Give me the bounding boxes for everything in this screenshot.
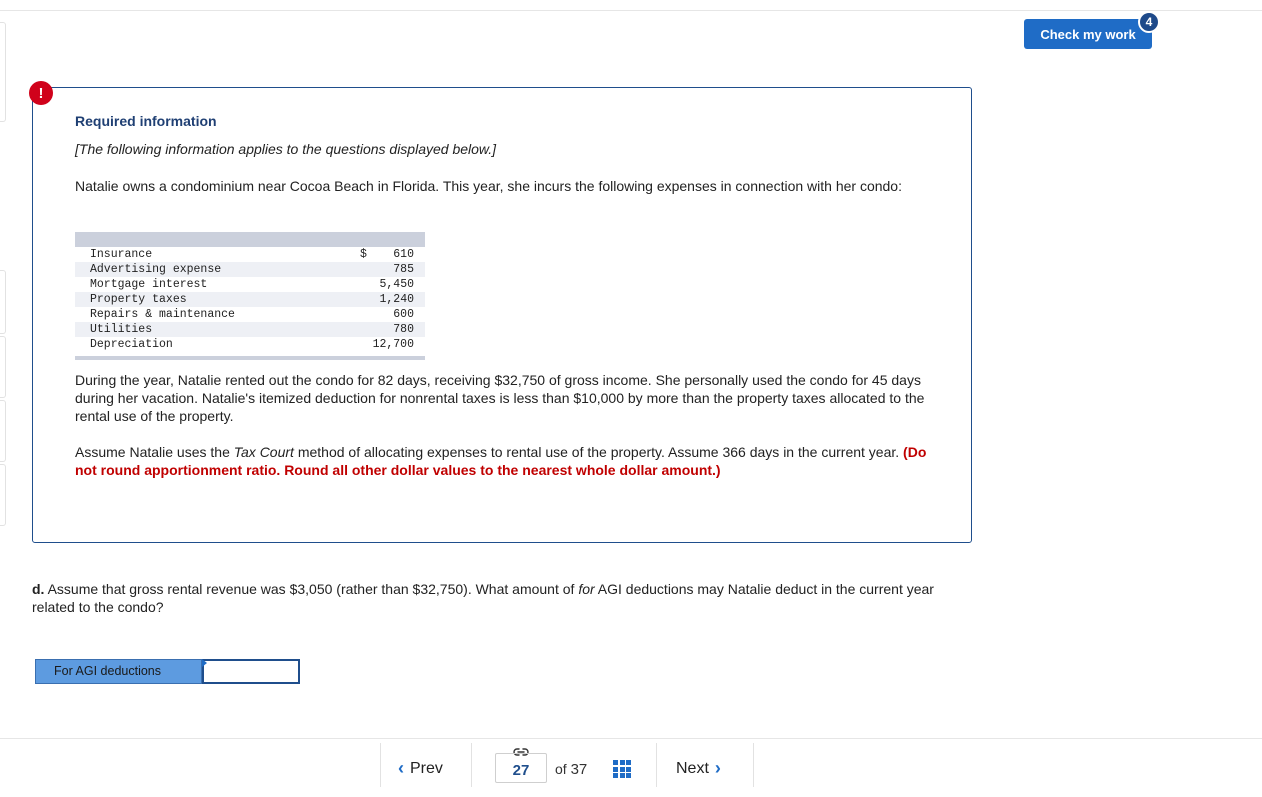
expense-label: Mortgage interest (90, 278, 208, 291)
expense-row (75, 277, 425, 292)
rental-paragraph: During the year, Natalie rented out the condo for 82 days, receiving $32,750 of gross income. She personally used the condo for 45 days during her vacation. Natalie's itemized deduction for nonrental taxes is less than $10,000 by more than the property taxes allocated to the rental use of the property. (75, 372, 925, 424)
prev-button[interactable] (398, 758, 443, 779)
check-my-work-button[interactable]: Check my work (1024, 19, 1152, 49)
of-label: of (555, 761, 567, 777)
required-information-title: Required information (75, 113, 217, 129)
expense-table-footer (75, 356, 425, 360)
nav-separator (471, 743, 472, 787)
nav-separator (380, 743, 381, 787)
expense-table (75, 232, 425, 360)
rounding-instruction: (Do not round apportionment ratio. Round all other dollar values to the nearest whole dollar amount.) (75, 444, 927, 478)
expense-amount: 12,700 (372, 338, 414, 351)
side-tab[interactable] (0, 336, 6, 398)
assumption-italic: Tax Court (233, 444, 294, 460)
input-flag-icon (202, 659, 207, 667)
chevron-right-icon: › (714, 758, 721, 778)
next-label: Next (676, 759, 709, 777)
expense-label: Insurance (90, 248, 153, 261)
nav-separator (656, 743, 657, 787)
expense-label: Repairs & maintenance (90, 308, 235, 321)
bottom-divider (0, 738, 1262, 739)
grid-icon[interactable] (613, 760, 631, 778)
expense-amount: 1,240 (379, 293, 414, 306)
next-button[interactable] (676, 758, 721, 779)
prev-label: Prev (410, 759, 443, 777)
side-tab[interactable] (0, 22, 6, 122)
expense-label: Utilities (90, 323, 153, 336)
top-divider (0, 10, 1262, 11)
question-letter: d. (32, 581, 45, 597)
check-attempts-badge: 4 (1138, 11, 1160, 33)
expense-currency: $ (360, 248, 367, 261)
nav-separator (753, 743, 754, 787)
assumption-text-2: method of allocating expenses to rental use of the property. Assume 366 days in the current year. (293, 444, 904, 460)
expense-label: Advertising expense (90, 263, 222, 276)
answer-label: For AGI deductions (35, 659, 202, 684)
assumption-paragraph (75, 443, 935, 479)
expense-row (75, 247, 425, 262)
expense-amount: 610 (393, 248, 414, 261)
side-tab[interactable] (0, 464, 6, 526)
alert-icon: ! (29, 81, 53, 105)
applies-note: [The following information applies to the questions displayed below.] (75, 141, 497, 157)
intro-paragraph: Natalie owns a condominium near Cocoa Beach in Florida. This year, she incurs the following expenses in connection with her condo: (75, 178, 902, 194)
expense-amount: 785 (393, 263, 414, 276)
expense-amount: 600 (393, 308, 414, 321)
chevron-left-icon: ‹ (398, 758, 404, 778)
total-pages: 37 (570, 761, 588, 778)
question-d (32, 580, 967, 616)
assumption-text-1: Assume Natalie uses the (75, 444, 234, 460)
expense-amount: 780 (393, 323, 414, 336)
expense-row (75, 337, 425, 352)
expense-label: Property taxes (90, 293, 187, 306)
expense-row (75, 307, 425, 322)
question-text-1: Assume that gross rental revenue was $3,050 (rather than $32,750). What amount of (44, 581, 579, 597)
for-agi-deductions-input[interactable] (202, 659, 300, 684)
expense-table-header (75, 232, 425, 247)
expense-row (75, 292, 425, 307)
side-tab[interactable] (0, 270, 6, 334)
expense-amount: 5,450 (379, 278, 414, 291)
question-text-2: AGI deductions may Natalie deduct in the current year related to the condo? (32, 581, 934, 615)
expense-row (75, 262, 425, 277)
question-italic: for (578, 581, 595, 597)
expense-row (75, 322, 425, 337)
current-page-box[interactable]: 27 (495, 753, 547, 783)
expense-label: Depreciation (90, 338, 173, 351)
page-total (555, 761, 587, 778)
side-tab[interactable] (0, 400, 6, 462)
